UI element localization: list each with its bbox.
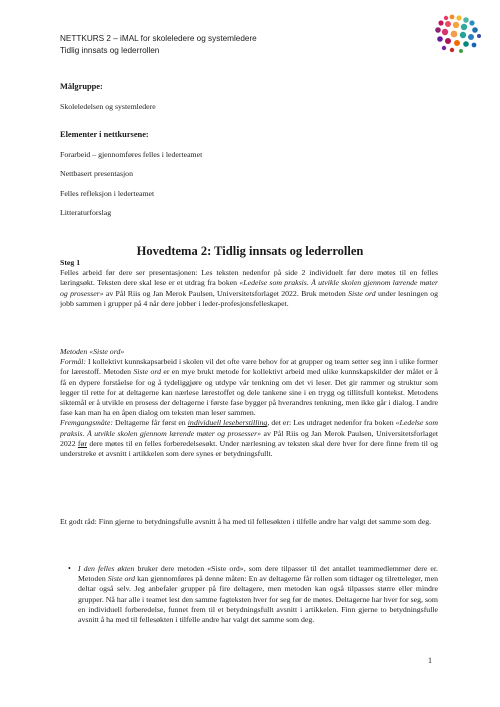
method-heading: Metoden «Siste ord» [60,347,125,356]
header-course-title: NETTKURS 2 – iMAL for skoleledere og systemledere [60,34,257,43]
intro-section [60,258,438,309]
method-purpose: Formål: I kollektivt kunnskapsarbeid i skolen vil det ofte være behov for at grupper og team setter seg inn i ulike former for lærestoff. Metoden Siste ord er en mye brukt metode for kollektivt arbeid med ulike kunnskapskilder der målet er å få en dypere forståelse for og å tydeliggjøre og utdype vår tenkning om det vi leser. Det gir rammer og struktur som legger til rette for at deltagerne kan nærlese lærestoffet og dele tankene sine i en trygg og tillitsfull kontekst. Metodens siktemål er å utvikle en prosess der deltagerne i første fase bygger på hverandres tenkning, men ikke går i dialog. I andre fase kan man ha en åpen dialog om teksten man leser sammen. [60,357,438,418]
elements-label: Elementer i nettkursene: [60,130,149,139]
target-group-text: Skoleledelsen og systemledere [60,102,156,112]
step-heading: Steg 1 [60,258,81,267]
page-number: 1 [428,656,432,665]
page-header [60,33,257,56]
target-group-section [60,82,438,112]
elements-section [60,130,438,218]
elements-item: Nettbasert presentasjon [60,169,133,179]
bullet-dot-icon: • [68,564,71,573]
elements-item: Litteraturforslag [60,207,112,217]
imal-logo [432,14,484,54]
elements-item: Forarbeid – gjennomføres felles i lederteamet [60,150,203,160]
intro-paragraph: Felles arbeid før dere ser presentasjonen: Les teksten nedenfor på side 2 individuelt før dere møtes til en felles læringsøkt. Teksten dere skal lese er et utdrag fra boken «Ledelse som praksis. Å utvikle skolen gjennom lærende møter og prosesser» av Pål Riis og Jan Merok Paulsen, Universitetsforlaget 2022. Bruk metoden Siste ord under lesningen og jobb sammen i grupper på 4 når dere jobber i leder-profesjonsfelleskapet. [60,268,438,308]
method-section [60,347,438,459]
bullet-paragraph: I den felles økten bruker dere metoden «Siste ord», som dere tilpasser til det antallet teammedlemmer dere er. Metoden Siste ord kan gjennomføres på denne måten: En av deltagerne får rollen som tidtager og tilretteleger, men deltar også selv. Jeg anbefaler grupper på fire deltagere, men metoden kan også tilpasses større eller mindre grupper. Nå har alle i teamet lest den samme fagteksten hver for seg før de møtes. Deltagerne har hver for seg, som en individuell forberedelse, funnet frem til et betydningsfullt avsnitt i artikkelen. Finn gjerne to betydningsfulle avsnitt å ha med til fellesøkten i tilfelle andre har valgt det samme som deg. [78,564,439,625]
header-subtitle: Tidlig innsats og lederrollen [60,45,160,55]
target-group-label: Målgruppe: [60,82,103,91]
elements-item: Felles refleksjon i lederteamet [60,188,155,198]
method-procedure: Fremgangsmåte: Deltagerne får først en individuell leseberstilling, det er: Les utdraget nedenfor fra boken «Ledelse som praksis. Å utvikle skolen gjennom lærende møter og prosesser» av Pål Riis og Jan Merok Paulsen, Universitetsforlaget 2022 før dere møtes til en felles forberedelsesøkt. Under nærlesning av teksten skal dere hver for dere finne frem til og understreke et avsnitt i artikkelen som dere synes er betydningsfullt. [60,418,439,459]
tip-paragraph: Et godt råd: Finn gjerne to betydningsfulle avsnitt å ha med til fellesøkten i tilfelle andre har valgt det samme som deg. [60,517,432,526]
main-title: Hovedtema 2: Tidlig innsats og lederrollen [136,244,364,258]
